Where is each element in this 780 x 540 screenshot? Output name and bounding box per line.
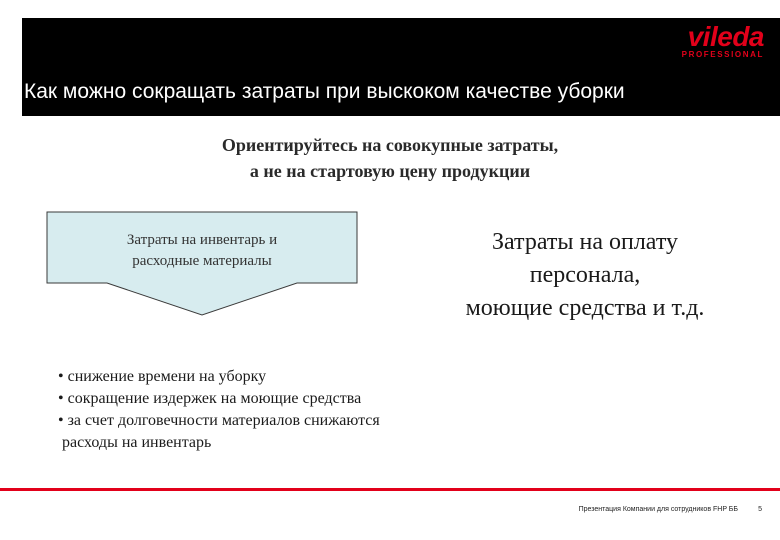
- arrow-text-line-1: Затраты на инвентарь и: [126, 232, 278, 248]
- list-item: • за счет долговечности материалов снижаются: [58, 412, 380, 429]
- subtitle-line-2: а не на стартовую цену продукции: [249, 161, 531, 181]
- right-line-1: Затраты на оплату: [492, 229, 678, 255]
- subtitle-line-1: Ориентируйтесь на совокупные затраты,: [221, 135, 559, 155]
- bullet-list: [58, 366, 518, 454]
- vileda-logo: [652, 21, 764, 59]
- footer-caption: Презентация Компании для сотрудников FHP ББ: [578, 506, 738, 513]
- footer-divider: [0, 488, 780, 491]
- arrow-box-text: [47, 212, 357, 292]
- list-item-continuation: расходы на инвентарь: [62, 434, 212, 451]
- page-number: 5: [758, 506, 762, 513]
- list-item: • сокращение издержек на моющие средства: [58, 390, 362, 407]
- logo-wordmark: vileda: [687, 21, 764, 52]
- arrow-text-line-2: расходные материалы: [132, 253, 272, 269]
- list-item: • снижение времени на уборку: [58, 368, 267, 385]
- right-line-2: персонала,: [529, 262, 641, 288]
- logo-subtitle: PROFESSIONAL: [681, 50, 764, 59]
- slide-subtitle: [120, 132, 660, 184]
- personnel-costs-block: [420, 226, 750, 325]
- right-line-3: моющие средства и т.д.: [465, 295, 705, 321]
- page-title: Как можно сокращать затраты при выскоком качестве уборки: [24, 80, 625, 103]
- down-arrow-shape: [42, 207, 362, 319]
